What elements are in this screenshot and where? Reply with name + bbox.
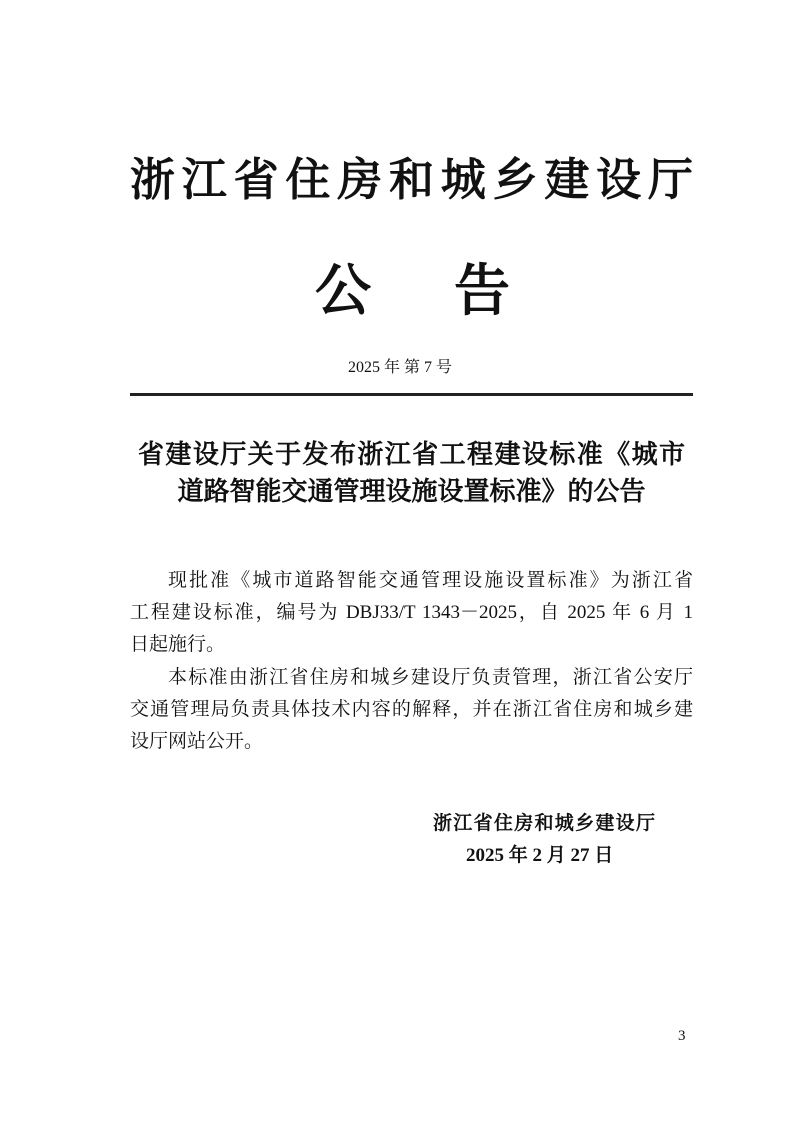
page-number: 3	[678, 1028, 686, 1044]
issuer-heading: 浙江省住房和城乡建设厅	[130, 153, 693, 206]
signature-issuer: 浙江省住房和城乡建设厅	[433, 812, 655, 834]
notice-title-line-1: 省建设厅关于发布浙江省工程建设标准《城市	[138, 440, 685, 470]
body-paragraph-2-line-1: 本标准由浙江省住房和城乡建设厅负责管理，浙江省公安厅	[168, 667, 693, 688]
notice-title-line-2: 道路智能交通管理设施设置标准》的公告	[177, 477, 646, 507]
body-paragraph-1-line-1: 现批准《城市道路智能交通管理设施设置标准》为浙江省	[168, 570, 693, 591]
body-paragraph-1-line-2: 工程建设标准，编号为 DBJ33/T 1343－2025，自 2025 年 6 月 1	[130, 602, 693, 623]
signature-date: 2025 年 2 月 27 日	[466, 845, 614, 866]
body-paragraph-2-line-2: 交通管理局负责具体技术内容的解释，并在浙江省住房和城乡建	[130, 699, 693, 720]
header-divider	[130, 393, 693, 396]
body-paragraph-1-line-3: 日起施行。	[130, 634, 226, 655]
document-number: 2025 年 第 7 号	[347, 359, 452, 376]
body-paragraph-2-line-3: 设厅网站公开。	[130, 731, 264, 752]
document-type-heading: 公告	[315, 258, 510, 324]
